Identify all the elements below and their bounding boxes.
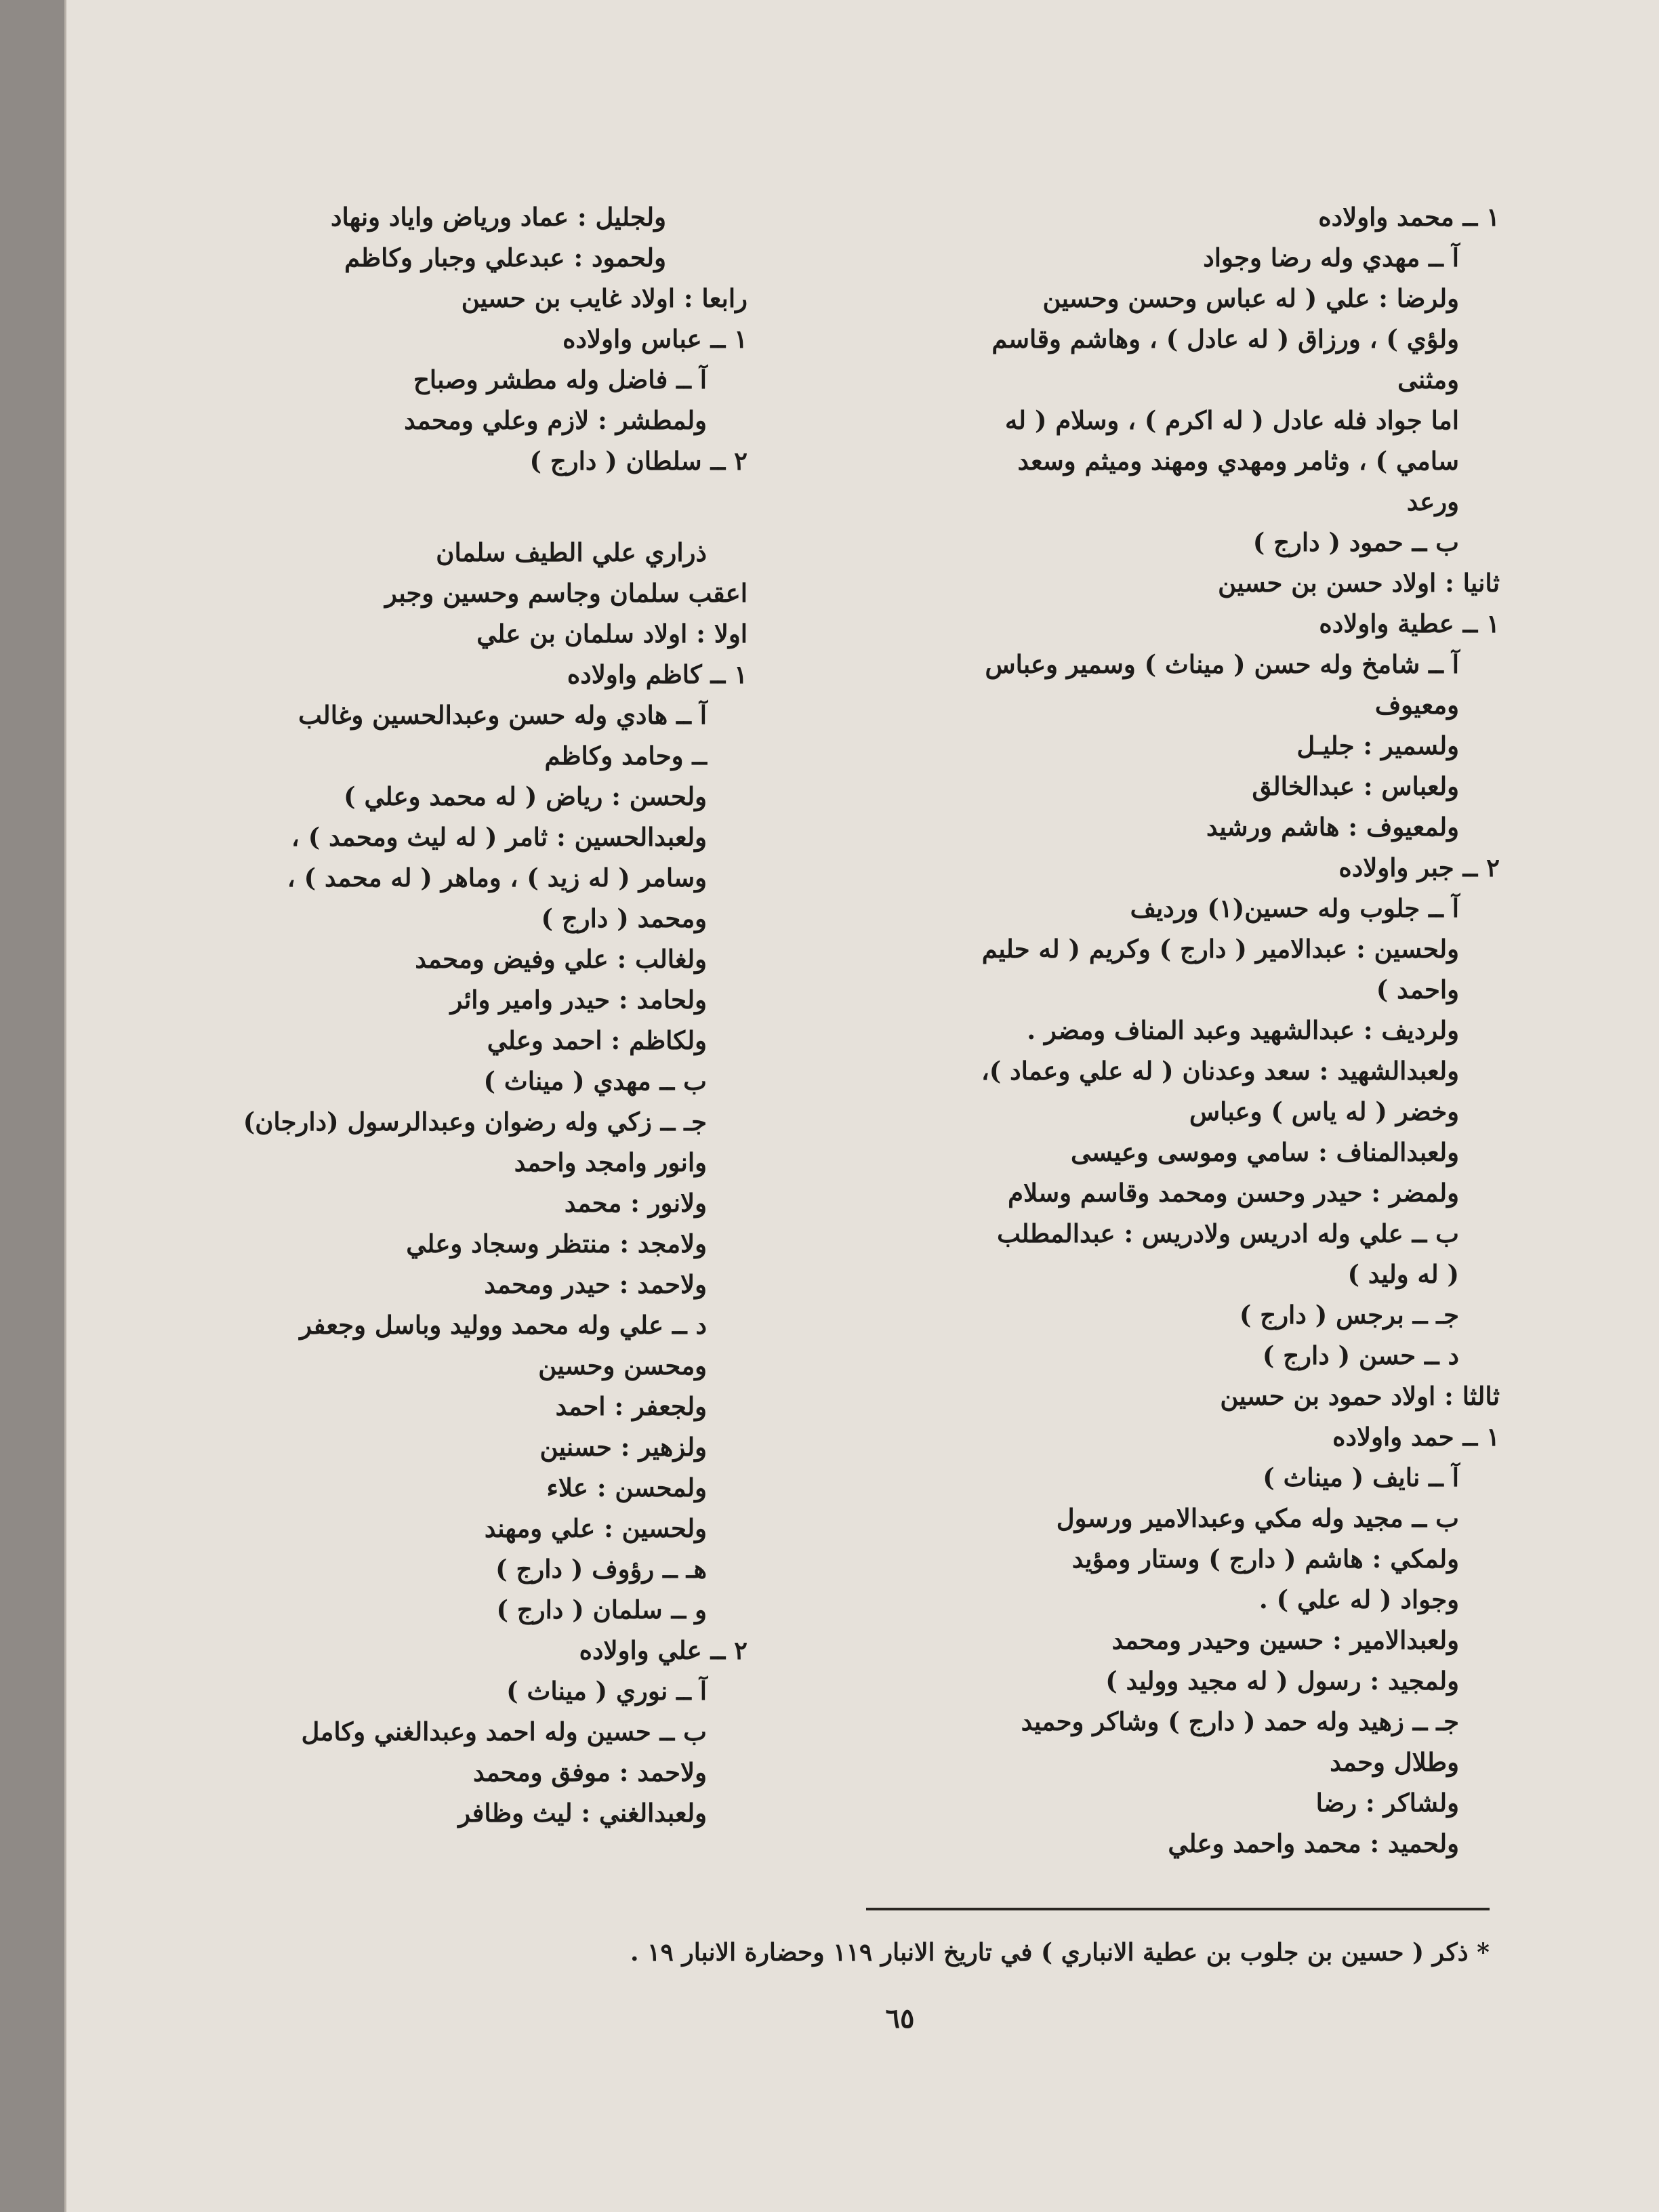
text-line: ثالثا : اولاد حمود بن حسين (1220, 1381, 1500, 1411)
text-line: ولاحمد : حيدر ومحمد (484, 1269, 707, 1299)
text-line: ومعيوف (1374, 690, 1459, 720)
text-line: ٢ ــ جبر واولاده (1338, 853, 1500, 882)
text-line: اعقب سلمان وجاسم وحسين وجبر (384, 578, 747, 608)
text-line: ب ــ مهدي ( ميناث ) (483, 1066, 707, 1096)
page-number: ٦٥ (885, 2003, 915, 2034)
text-line: سامي ) ، وثامر ومهدي ومهند وميثم وسعد (1017, 446, 1459, 476)
text-line: ولحميد : محمد واحمد وعلي (1168, 1828, 1459, 1858)
text-line: ولعبدالحسين : ثامر ( له ليث ومحمد ) ، (291, 822, 707, 852)
text-line: ولحسين : علي ومهند (484, 1513, 707, 1543)
text-line: ب ــ حسين وله احمد وعبدالغني وكامل (301, 1717, 707, 1746)
text-line: و ــ سلمان ( دارج ) (496, 1595, 707, 1624)
text-line: جـ ــ زكي وله رضوان وعبدالرسول (دارجان) (243, 1107, 707, 1136)
text-line: ولؤي ) ، ورزاق ( له عادل ) ، وهاشم وقاسم (991, 324, 1459, 354)
text-line: آ ــ شامخ وله حسن ( ميناث ) وسمير وعباس (985, 649, 1459, 679)
text-line: وطلال وحمد (1330, 1747, 1459, 1777)
text-line: وانور وامجد واحمد (514, 1147, 707, 1177)
text-line: ١ ــ عباس واولاده (562, 324, 747, 354)
text-line: هـ ــ رؤوف ( دارج ) (495, 1554, 707, 1584)
text-line (49, 481, 747, 532)
text-line: ولسمير : جليـل (1296, 731, 1459, 760)
text-line: ولحسن : رياض ( له محمد وعلي ) (344, 781, 707, 811)
text-line: ٢ ــ علي واولاده (579, 1635, 747, 1665)
text-line: ولحسين : عبدالامير ( دارج ) وكريم ( له حليم (981, 934, 1459, 964)
text-line: ومحمد ( دارج ) (541, 903, 707, 933)
text-line: وسامر ( له زيد ) ، وماهر ( له محمد ) ، (287, 863, 707, 893)
text-line: ومحسن وحسين (538, 1351, 707, 1380)
text-line: ولرديف : عبدالشهيد وعبد المناف ومضر . (1027, 1015, 1459, 1045)
text-line: ولمجيد : رسول ( له مجيد ووليد ) (1105, 1666, 1459, 1696)
text-line: ١ ــ محمد واولاده (1318, 202, 1500, 232)
text-line: ولرضا : علي ( له عباس وحسن وحسين (1042, 283, 1459, 313)
document-page (64, 0, 1659, 2212)
text-line: ٢ ــ سلطان ( دارج ) (529, 446, 747, 476)
text-line: ولعبدالغني : ليث وظافر (458, 1798, 707, 1828)
text-line: ولحمود : عبدعلي وجبار وكاظم (344, 243, 666, 272)
text-line: د ــ حسن ( دارج ) (1262, 1340, 1459, 1370)
text-line: ومثنى (1397, 365, 1459, 394)
text-line: ولاحمد : موفق ومحمد (473, 1757, 707, 1787)
text-line: ولعبدالمناف : سامي وموسى وعيسى (1070, 1137, 1459, 1167)
footnote-divider (866, 1908, 1490, 1910)
text-line: ولمحسن : علاء (546, 1473, 707, 1502)
text-line: جـ ــ برجس ( دارج ) (1239, 1300, 1459, 1330)
text-line: رابعا : اولاد غايب بن حسين (461, 283, 747, 313)
text-line: آ ــ فاضل وله مطشر وصباح (413, 365, 707, 394)
text-line: ولمعيوف : هاشم ورشيد (1206, 812, 1459, 842)
text-line: ب ــ مجيد وله مكي وعبدالامير ورسول (1056, 1503, 1459, 1533)
text-line: ولمكي : هاشم ( دارج ) وستار ومؤيد (1071, 1544, 1459, 1574)
text-line: ١ ــ كاظم واولاده (567, 659, 747, 689)
text-line: ولحامد : حيدر وامير وائر (450, 985, 707, 1015)
text-line: ولامجد : منتظر وسجاد وعلي (406, 1229, 707, 1258)
text-line: ولزهير : حسنين (539, 1432, 707, 1462)
text-line: ولمطشر : لازم وعلي ومحمد (404, 405, 707, 435)
text-line: جـ ــ زهيد وله حمد ( دارج ) وشاكر وحميد (1021, 1706, 1459, 1736)
text-line: ولعبدالامير : حسين وحيدر ومحمد (1111, 1625, 1459, 1655)
text-line: ولجعفر : احمد (555, 1391, 707, 1421)
text-line: ولغالب : علي وفيض ومحمد (415, 944, 707, 974)
text-line: ولعبدالشهيد : سعد وعدنان ( له علي وعماد )، (981, 1056, 1459, 1086)
text-line: ( له وليد ) (1347, 1259, 1459, 1289)
text-line: ب ــ حمود ( دارج ) (1252, 527, 1459, 557)
text-line: ولانور : محمد (564, 1188, 707, 1218)
text-line: آ ــ نوري ( ميناث ) (506, 1676, 707, 1706)
text-line: ولمضر : حيدر وحسن ومحمد وقاسم وسلام (1008, 1178, 1459, 1208)
text-line: ثانيا : اولاد حسن بن حسين (1218, 568, 1500, 598)
text-line: ولشاكر : رضا (1315, 1788, 1459, 1818)
text-line: ولعباس : عبدالخالق (1252, 771, 1459, 801)
text-line: ولجليل : عماد ورياض واياد ونهاد (331, 202, 666, 232)
text-line: ورعد (1406, 487, 1459, 516)
text-line: آ ــ جلوب وله حسين(١) ورديف (1130, 893, 1459, 923)
text-line: د ــ علي وله محمد ووليد وباسل وجعفر (300, 1310, 707, 1340)
text-line: ب ــ علي وله ادريس ولادريس : عبدالمطلب (997, 1218, 1459, 1248)
text-line: ــ وحامد وكاظم (544, 741, 707, 771)
text-line: ١ ــ عطية واولاده (1319, 609, 1500, 638)
text-line: وجواد ( له علي ) . (1258, 1584, 1459, 1614)
text-line: واحمد ) (1376, 975, 1459, 1004)
text-line: اولا : اولاد سلمان بن علي (476, 619, 747, 649)
text-line: آ ــ هادي وله حسن وعبدالحسين وغالب (298, 700, 707, 730)
text-line: ١ ــ حمد واولاده (1332, 1422, 1500, 1452)
footnote: * ذكر ( حسين بن جلوب بن عطية الانباري ) في تاريخ الانبار ١١٩ وحضارة الانبار ١٩ . (630, 1938, 1490, 1967)
left-text-column (49, 197, 747, 1833)
text-line: ولكاظم : احمد وعلي (487, 1025, 707, 1055)
text-line: وخضر ( له ياس ) وعباس (1189, 1097, 1459, 1126)
text-line: ذراري علي الطيف سلمان (436, 537, 707, 567)
text-line: آ ــ نايف ( ميناث ) (1263, 1462, 1459, 1492)
right-text-column (795, 197, 1500, 1864)
text-line: اما جواد فله عادل ( له اكرم ) ، وسلام ( له (1004, 405, 1459, 435)
text-line: آ ــ مهدي وله رضا وجواد (1203, 243, 1459, 272)
